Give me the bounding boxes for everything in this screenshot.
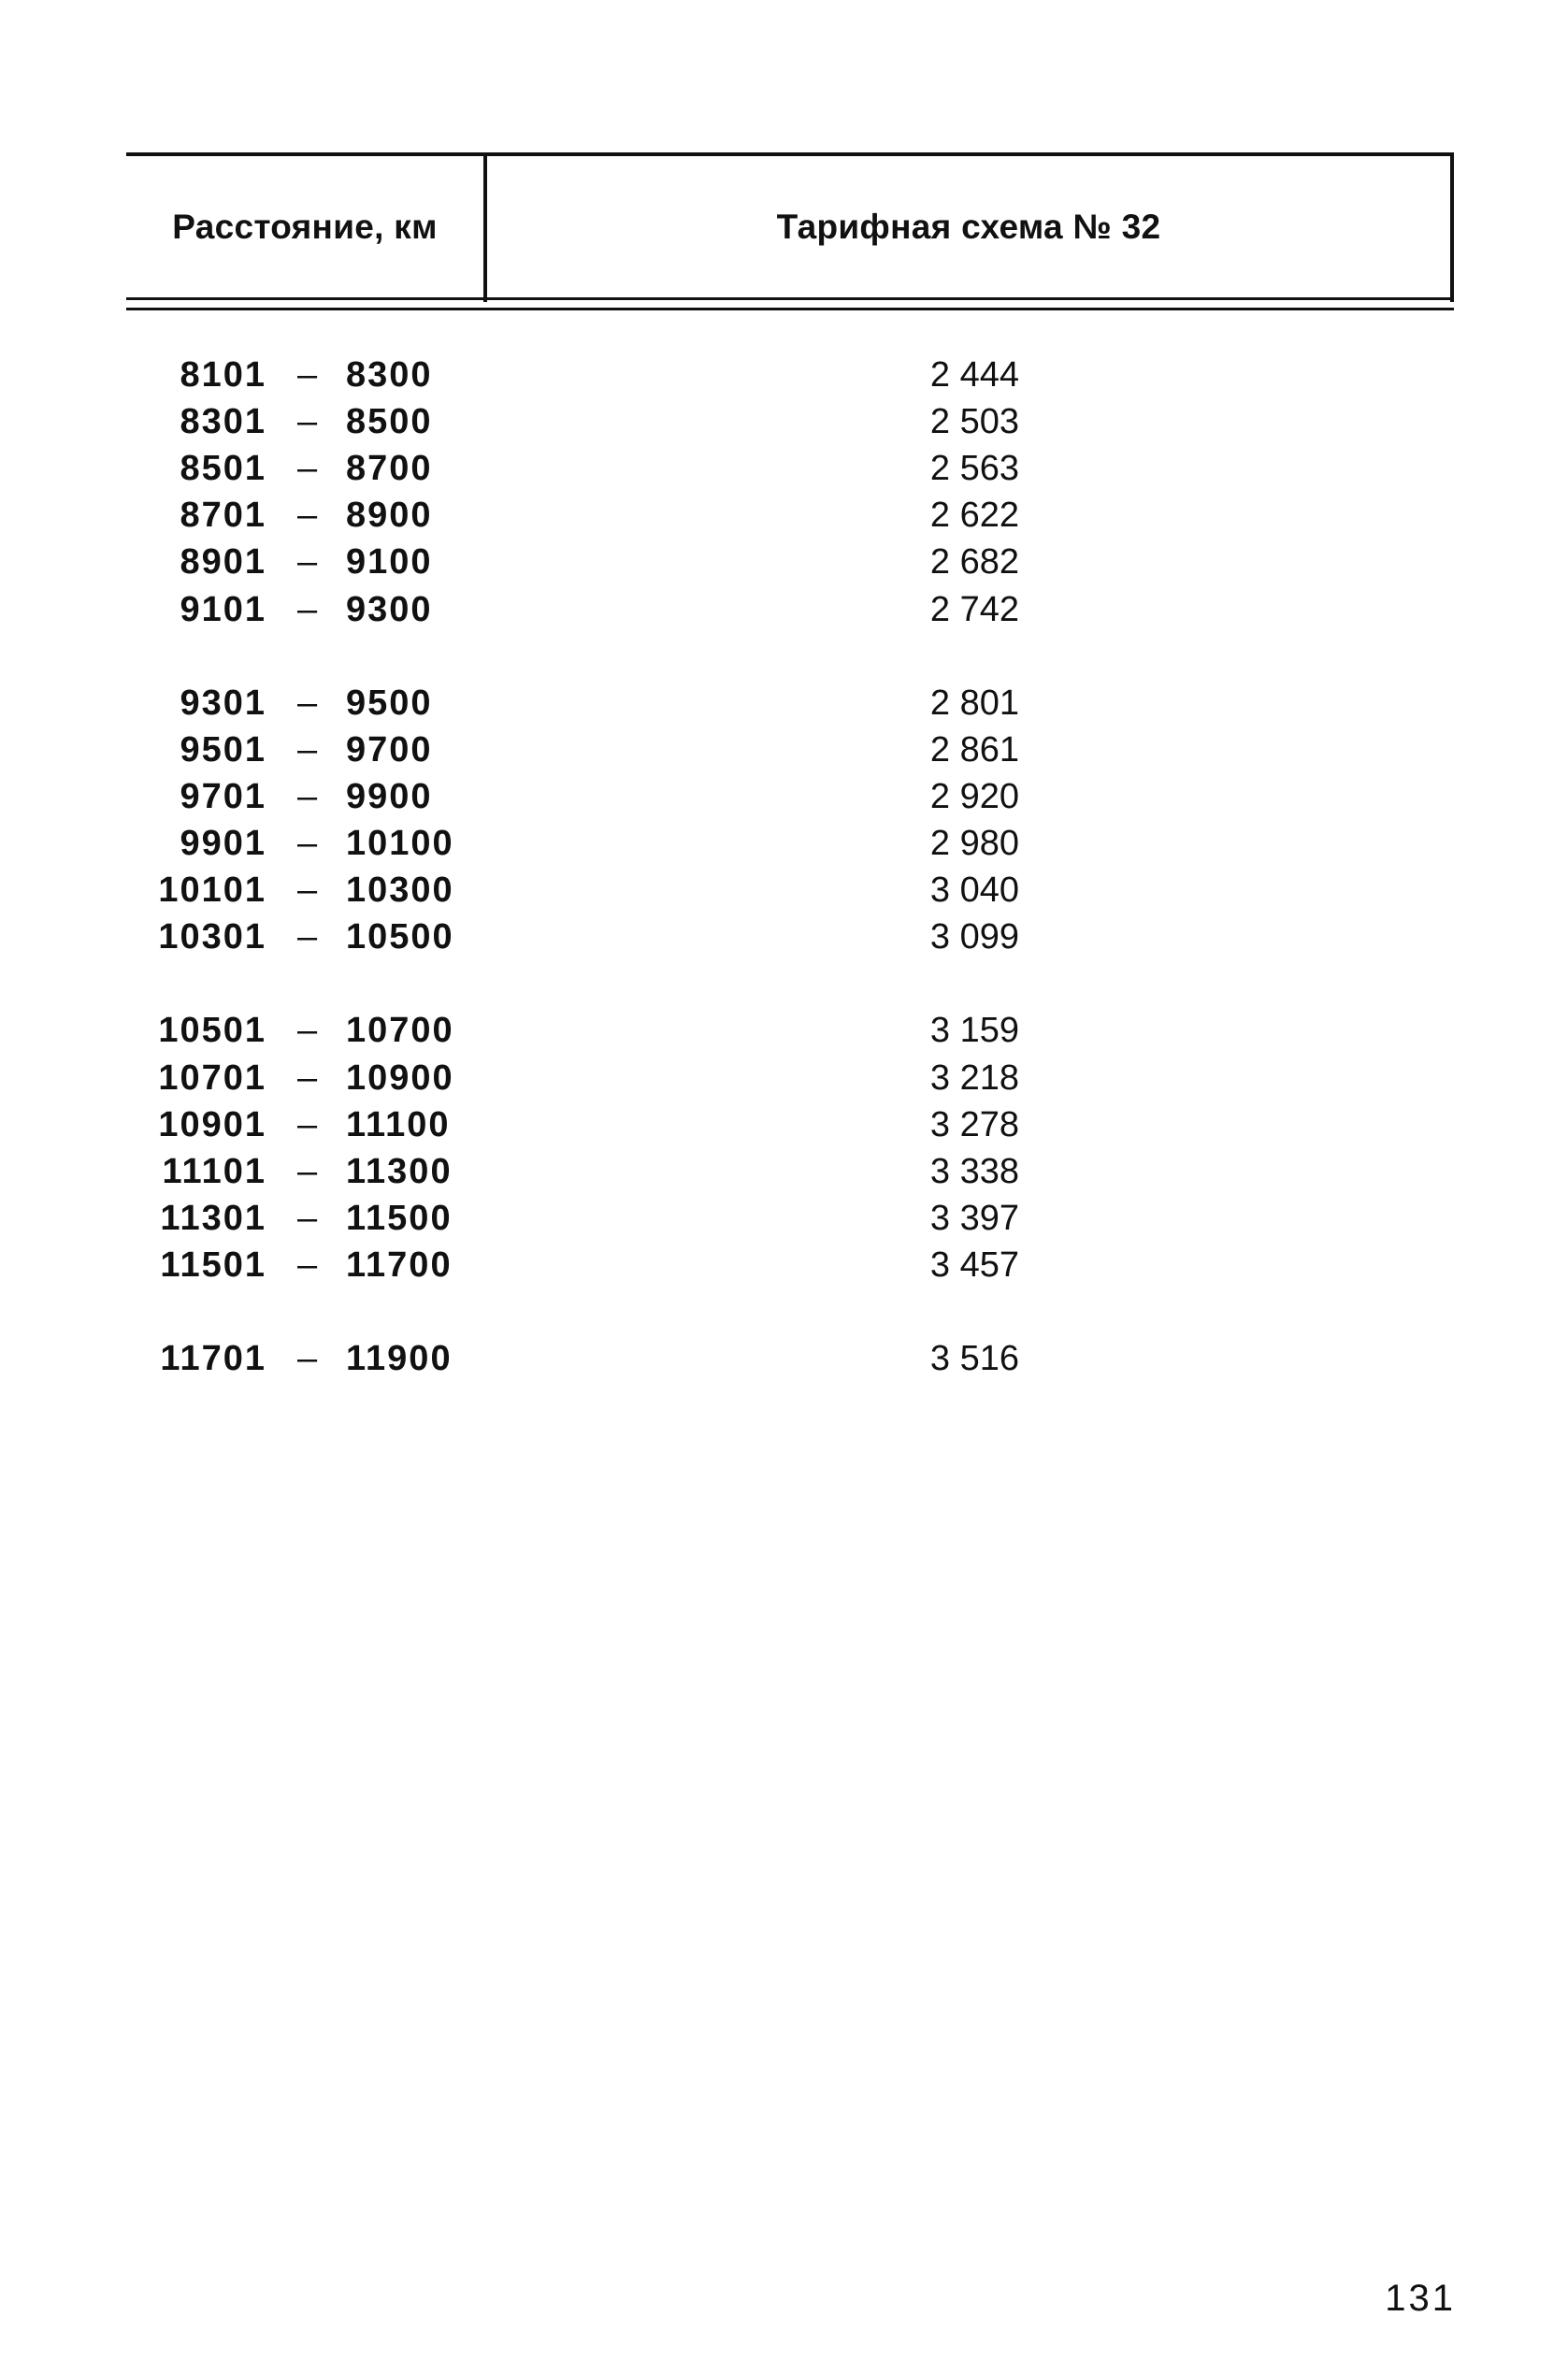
distance-from: 8501 [180,449,266,488]
distance-from: 10301 [158,917,266,957]
distance-to: 9100 [346,542,433,582]
distance-to: 11300 [346,1152,453,1191]
distance-to: 9700 [346,730,433,770]
tariff-value: 3 040 [929,870,1019,910]
header-tariff: Тарифная схема № 32 [776,208,1161,246]
range-dash: – [297,449,318,488]
distance-to: 8900 [346,496,433,535]
tariff-value: 3 218 [929,1058,1019,1098]
tariff-value: 3 278 [929,1105,1019,1144]
table-row [0,1008,1568,1054]
distance-from: 8101 [180,355,266,395]
range-dash: – [297,683,318,723]
tariff-value: 2 622 [929,496,1019,535]
tariff-value: 2 920 [929,777,1019,816]
table-row [0,446,1568,492]
distance-to: 9300 [346,590,433,629]
tariff-value: 2 444 [929,355,1019,395]
tariff-value: 3 159 [929,1011,1019,1050]
table-row [0,587,1568,633]
range-dash: – [297,1245,318,1285]
distance-to: 11700 [346,1245,453,1285]
distance-from: 10101 [158,870,266,910]
table-row [0,681,1568,727]
tariff-value: 3 397 [929,1199,1019,1238]
tariff-value: 2 682 [929,542,1019,582]
tariff-value: 2 980 [929,824,1019,863]
distance-from: 9901 [180,824,266,863]
table-row [0,774,1568,820]
distance-to: 10900 [346,1058,454,1098]
range-dash: – [297,402,318,441]
distance-from: 10901 [158,1105,266,1144]
distance-from: 10501 [158,1011,266,1050]
distance-to: 10300 [346,870,454,910]
table-row [0,1336,1568,1382]
distance-to: 11900 [346,1339,453,1378]
range-dash: – [297,730,318,770]
distance-to: 9500 [346,683,433,723]
tariff-value: 2 563 [929,449,1019,488]
distance-from: 11101 [162,1152,266,1191]
table-row [0,1149,1568,1195]
range-dash: – [297,1152,318,1191]
page-number: 131 [1385,2278,1456,2319]
distance-from: 8301 [180,402,266,441]
range-dash: – [297,496,318,535]
range-dash: – [297,917,318,957]
distance-to: 10100 [346,824,454,863]
distance-from: 9501 [180,730,266,770]
table-row [0,1243,1568,1288]
table-row [0,1056,1568,1101]
distance-to: 11100 [346,1105,451,1144]
range-dash: – [297,1199,318,1238]
table-row [0,727,1568,773]
distance-to: 10500 [346,917,454,957]
table-row [0,399,1568,445]
tariff-value: 2 742 [929,590,1019,629]
range-dash: – [297,355,318,395]
range-dash: – [297,777,318,816]
table-row [0,821,1568,867]
range-dash: – [297,1058,318,1098]
distance-to: 9900 [346,777,433,816]
distance-to: 10700 [346,1011,454,1050]
table-row [0,914,1568,960]
header-distance: Расстояние, км [172,208,438,246]
range-dash: – [297,1011,318,1050]
distance-from: 8901 [180,542,266,582]
distance-from: 10701 [158,1058,266,1098]
tariff-value: 3 516 [929,1339,1019,1378]
distance-from: 9701 [180,777,266,816]
table-row [0,493,1568,539]
range-dash: – [297,870,318,910]
table-row [0,1102,1568,1148]
tariff-value: 2 861 [929,730,1019,770]
table-row [0,540,1568,585]
distance-to: 8500 [346,402,433,441]
range-dash: – [297,824,318,863]
distance-from: 11701 [160,1339,266,1378]
range-dash: – [297,1105,318,1144]
distance-from: 11301 [160,1199,266,1238]
tariff-value: 3 338 [929,1152,1019,1191]
tariff-value: 2 503 [929,402,1019,441]
distance-to: 8300 [346,355,433,395]
distance-from: 9301 [180,683,266,723]
range-dash: – [297,542,318,582]
table-row [0,353,1568,398]
tariff-value: 2 801 [929,683,1019,723]
tariff-value: 3 457 [929,1245,1019,1285]
table-row [0,1196,1568,1242]
tariff-value: 3 099 [929,917,1019,957]
range-dash: – [297,590,318,629]
range-dash: – [297,1339,318,1378]
distance-to: 11500 [346,1199,453,1238]
distance-from: 8701 [180,496,266,535]
table-row [0,868,1568,914]
distance-from: 11501 [160,1245,266,1285]
distance-from: 9101 [180,590,266,629]
distance-to: 8700 [346,449,433,488]
